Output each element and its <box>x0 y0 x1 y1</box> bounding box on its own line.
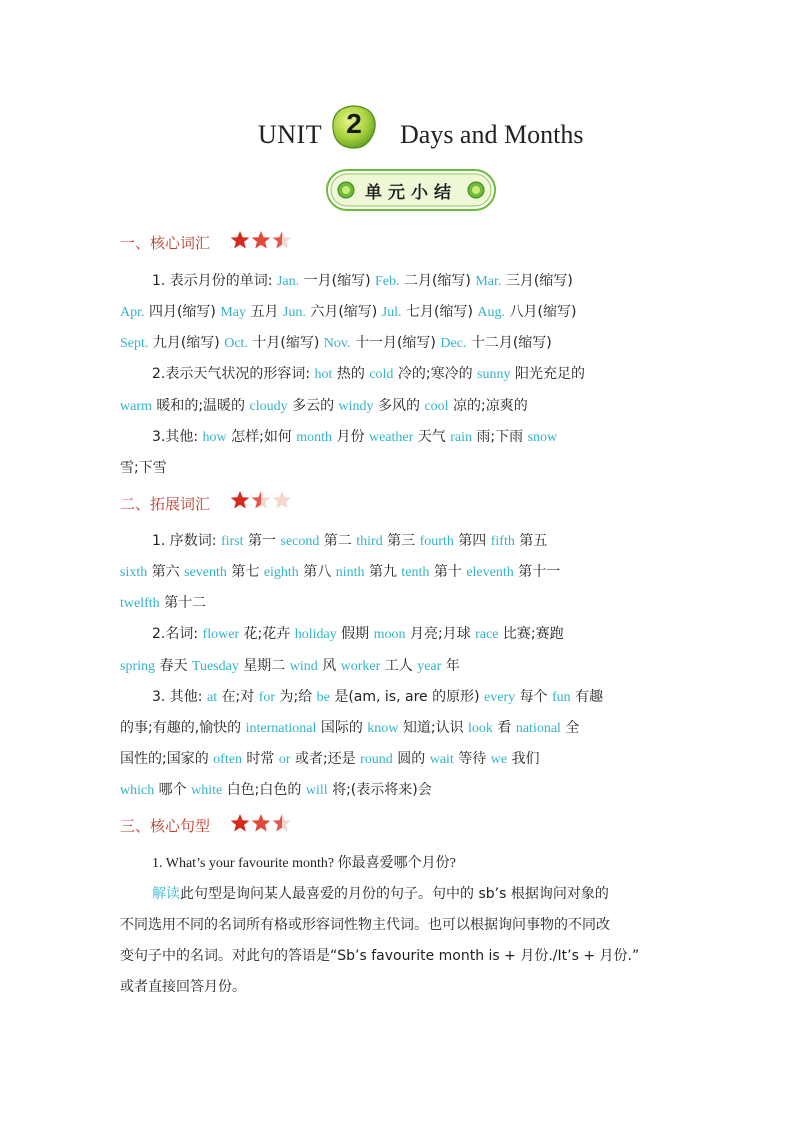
chinese-gloss: 第十二 <box>164 595 207 611</box>
vocab-line <box>120 748 540 768</box>
chinese-gloss: 怎样;如何 <box>231 429 292 445</box>
english-word: weather <box>368 430 414 445</box>
chinese-gloss: 时常 <box>246 751 275 767</box>
english-word: flower <box>202 627 240 642</box>
section-heading-core-sentence: 三、核心句型 <box>120 817 211 835</box>
line-prefix: 1. 序数词: <box>152 533 217 549</box>
english-word: eleventh <box>466 565 514 580</box>
english-word: every <box>484 690 516 705</box>
english-word: third <box>356 534 383 549</box>
chinese-gloss: 第九 <box>368 564 397 580</box>
vocab-line <box>152 686 603 706</box>
chinese-gloss: 是(am, is, are 的原形) <box>334 689 480 705</box>
chinese-gloss: 月亮;月球 <box>409 626 471 642</box>
chinese-gloss: 三月(缩写) <box>505 273 573 289</box>
english-word: Dec. <box>440 336 467 351</box>
chinese-gloss: 第三 <box>387 533 416 549</box>
english-word: moon <box>373 627 406 642</box>
english-word: or <box>278 752 291 767</box>
english-word: year <box>417 659 442 674</box>
chinese-gloss: 阳光充足的 <box>514 366 585 382</box>
chinese-gloss: 风 <box>322 658 337 674</box>
english-word: sunny <box>477 367 511 382</box>
vocab-line <box>152 623 564 643</box>
chinese-gloss: 第八 <box>303 564 332 580</box>
chinese-gloss: 五月 <box>250 304 279 320</box>
chinese-gloss: 比赛;赛跑 <box>502 626 564 642</box>
chinese-gloss: 多风的 <box>377 398 420 414</box>
line-prefix: 2.名词: <box>152 626 199 642</box>
vocab-line <box>152 270 573 290</box>
chinese-gloss: 圆的 <box>397 751 426 767</box>
unit-header <box>0 102 794 162</box>
chinese-gloss: 年 <box>445 658 460 674</box>
chinese-gloss: 四月(缩写) <box>148 304 216 320</box>
english-word: holiday <box>294 627 337 642</box>
star-icon <box>272 230 292 250</box>
chinese-gloss: 假期 <box>341 626 370 642</box>
english-word: wind <box>289 659 318 674</box>
english-word: cool <box>424 399 449 414</box>
chinese-gloss: 九月(缩写) <box>152 335 220 351</box>
english-word: warm <box>120 399 152 414</box>
english-word: Jan. <box>276 274 300 289</box>
chinese-gloss: 哪个 <box>158 782 187 798</box>
chinese-gloss: 热的 <box>336 366 365 382</box>
chinese-gloss: 一月(缩写) <box>303 273 371 289</box>
english-word: know <box>367 721 399 736</box>
chinese-gloss: 第十一 <box>518 564 561 580</box>
english-word: tenth <box>401 565 430 580</box>
star-icon <box>230 490 250 510</box>
english-word: Jul. <box>381 305 402 320</box>
english-word: Nov. <box>323 336 351 351</box>
chinese-gloss: 第十 <box>433 564 462 580</box>
star-icon <box>251 490 271 510</box>
english-word: which <box>120 783 155 798</box>
chinese-gloss: 白色;白色的 <box>226 782 302 798</box>
line-prefix: 3. 其他: <box>152 689 203 705</box>
vocab-line <box>120 592 206 612</box>
analysis-text: 此句型是询问某人最喜爱的月份的句子。句中的 sb’s 根据询问对象的 <box>180 886 609 902</box>
unit-summary-badge <box>326 168 496 212</box>
chinese-gloss: 看 <box>497 720 512 736</box>
vocab-line <box>152 363 585 383</box>
unit-number-badge <box>330 104 378 150</box>
english-word: Apr. <box>120 305 145 320</box>
english-word: will <box>305 783 328 798</box>
chinese-gloss: 第四 <box>458 533 487 549</box>
chinese-gloss: 第一 <box>248 533 276 549</box>
analysis-line <box>152 883 609 903</box>
vocab-line <box>120 301 576 321</box>
english-word: international <box>245 721 317 736</box>
english-word: ninth <box>335 565 365 580</box>
chinese-gloss: 每个 <box>519 689 548 705</box>
english-word: Jun. <box>282 305 306 320</box>
english-word: Mar. <box>475 274 502 289</box>
vocab-line <box>120 395 528 415</box>
english-word: round <box>360 752 393 767</box>
star-icon <box>272 490 292 510</box>
english-word: be <box>316 690 330 705</box>
chinese-gloss: 第七 <box>231 564 260 580</box>
star-icon <box>251 230 271 250</box>
english-word: May <box>220 305 247 320</box>
chinese-gloss: 月份 <box>336 429 365 445</box>
chinese-gloss: 或者;还是 <box>294 751 356 767</box>
analysis-label: 解读 <box>152 886 180 902</box>
vocab-line <box>152 530 547 550</box>
english-word: fifth <box>490 534 515 549</box>
chinese-gloss: 冷的;寒冷的 <box>397 366 473 382</box>
english-word: eighth <box>263 565 299 580</box>
chinese-gloss: 十一月(缩写) <box>354 335 436 351</box>
star-icon <box>230 813 250 833</box>
section-heading-extended-vocab: 二、拓展词汇 <box>120 495 211 513</box>
chinese-gloss: 全 <box>565 720 580 736</box>
chinese-gloss: 八月(缩写) <box>509 304 577 320</box>
chinese-gloss: 天气 <box>417 429 446 445</box>
chinese-gloss: 在;对 <box>221 689 255 705</box>
vocab-line <box>120 655 460 675</box>
english-word: wait <box>429 752 454 767</box>
english-word: worker <box>340 659 381 674</box>
english-word: windy <box>338 399 374 414</box>
chinese-gloss: 知道;认识 <box>402 720 464 736</box>
english-word: fun <box>552 690 571 705</box>
chinese-gloss: 七月(缩写) <box>406 304 473 320</box>
vocab-line <box>120 561 560 581</box>
vocab-line <box>120 779 432 799</box>
analysis-line: 不同选用不同的名词所有格或形容词性物主代词。也可以根据询问事物的不同改 <box>120 917 610 933</box>
chinese-gloss: 第六 <box>151 564 180 580</box>
english-word: twelfth <box>120 596 160 611</box>
english-word: how <box>202 430 227 445</box>
difficulty-stars <box>230 490 293 510</box>
line-lead: 的事;有趣的,愉快的 <box>120 720 242 736</box>
english-word: white <box>191 783 223 798</box>
chinese-gloss: 春天 <box>159 658 188 674</box>
chinese-gloss: 有趣 <box>575 689 604 705</box>
vocab-line-continued: 雪;下雪 <box>120 460 167 476</box>
key-sentence: 1. What’s your favourite month? 你最喜爱哪个月份? <box>152 856 456 871</box>
english-word: month <box>296 430 333 445</box>
analysis-line: 或者直接回答月份。 <box>120 979 246 995</box>
english-word: second <box>280 534 320 549</box>
english-word: national <box>515 721 561 736</box>
chinese-gloss: 第五 <box>519 533 548 549</box>
chinese-gloss: 多云的 <box>292 398 335 414</box>
english-word: race <box>475 627 499 642</box>
star-icon <box>230 230 250 250</box>
chinese-gloss: 国际的 <box>320 720 363 736</box>
english-word: Oct. <box>224 336 248 351</box>
english-word: sixth <box>120 565 148 580</box>
chinese-gloss: 二月(缩写) <box>403 273 471 289</box>
line-lead: 国性的;国家的 <box>120 751 209 767</box>
unit-title: Days and Months <box>400 120 584 149</box>
english-word: Aug. <box>477 305 506 320</box>
english-word: fourth <box>419 534 454 549</box>
chinese-gloss: 花;花卉 <box>243 626 291 642</box>
summary-label: 单元小结 <box>365 183 457 203</box>
chinese-gloss: 第二 <box>323 533 352 549</box>
star-icon <box>272 813 292 833</box>
star-icon <box>251 813 271 833</box>
analysis-line: 变句子中的名词。对此句的答语是“Sb’s favourite month is + 月份./It’s + 月份.” <box>120 948 640 964</box>
line-prefix: 3.其他: <box>152 429 199 445</box>
difficulty-stars <box>230 230 293 250</box>
english-word: snow <box>527 430 558 445</box>
english-word: we <box>490 752 508 767</box>
vocab-line <box>120 332 552 352</box>
chinese-gloss: 六月(缩写) <box>310 304 378 320</box>
chinese-gloss: 十二月(缩写) <box>470 335 552 351</box>
english-word: Tuesday <box>191 659 239 674</box>
english-word: spring <box>120 659 155 674</box>
chinese-gloss: 工人 <box>384 658 413 674</box>
chinese-gloss: 等待 <box>458 751 487 767</box>
line-prefix: 1. 表示月份的单词: <box>152 273 273 289</box>
english-word: for <box>258 690 276 705</box>
english-word: seventh <box>184 565 227 580</box>
english-word: cold <box>369 367 394 382</box>
english-word: Sept. <box>120 336 149 351</box>
chinese-gloss: 雨;下雨 <box>476 429 524 445</box>
chinese-gloss: 为;给 <box>279 689 313 705</box>
english-word: cloudy <box>249 399 288 414</box>
unit-word: UNIT <box>258 120 323 149</box>
english-word: rain <box>450 430 472 445</box>
chinese-gloss: 十月(缩写) <box>252 335 320 351</box>
section-heading-core-vocab: 一、核心词汇 <box>120 234 211 252</box>
difficulty-stars <box>230 813 293 833</box>
english-word: first <box>220 534 244 549</box>
chinese-gloss: 暖和的;温暖的 <box>156 398 246 414</box>
unit-number: 2 <box>346 108 362 139</box>
chinese-gloss: 凉的;凉爽的 <box>453 398 528 414</box>
english-word: hot <box>314 367 333 382</box>
english-word: often <box>213 752 242 767</box>
chinese-gloss: 将;(表示将来)会 <box>332 782 432 798</box>
vocab-line <box>152 426 557 446</box>
line-prefix: 2.表示天气状况的形容词: <box>152 366 311 382</box>
chinese-gloss: 星期二 <box>243 658 286 674</box>
english-word: at <box>206 690 218 705</box>
vocab-line <box>120 717 579 737</box>
english-word: Feb. <box>375 274 400 289</box>
chinese-gloss: 我们 <box>511 751 540 767</box>
english-word: look <box>468 721 493 736</box>
